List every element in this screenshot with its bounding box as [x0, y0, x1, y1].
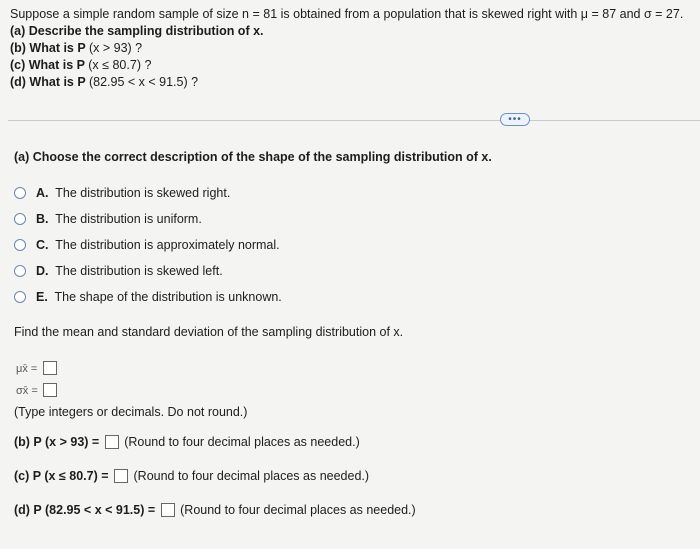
question-part-d-pre: (d) What is P: [10, 75, 86, 89]
type-hint: (Type integers or decimals. Do not round.): [14, 405, 248, 419]
part-c-row: [14, 469, 369, 483]
part-d-label: (d) P (82.95 < x < 91.5) =: [14, 503, 156, 517]
question-part-d: [10, 75, 198, 89]
radio-option-d[interactable]: [14, 265, 26, 277]
part-c-hint: (Round to four decimal places as needed.): [133, 469, 370, 483]
part-b-row: [14, 435, 360, 449]
mean-input[interactable]: [43, 361, 57, 375]
question-part-c: [10, 58, 151, 72]
option-a[interactable]: [36, 186, 230, 200]
question-part-d-expr: (82.95 < x < 91.5) ?: [88, 75, 199, 89]
mean-sd-prompt: Find the mean and standard deviation of the sampling distribution of x.: [14, 325, 404, 339]
question-part-a: (a) Describe the sampling distribution of x.: [10, 24, 264, 38]
question-part-c-pre: (c) What is P: [10, 58, 85, 72]
part-a-prompt: (a) Choose the correct description of the shape of the sampling distribution of x.: [14, 150, 492, 164]
part-b-label: (b) P (x > 93) =: [14, 435, 100, 449]
part-d-row: [14, 503, 416, 517]
question-part-b-pre: (b) What is P: [10, 41, 86, 55]
part-c-label: (c) P (x ≤ 80.7) =: [14, 469, 109, 483]
radio-option-e[interactable]: [14, 291, 26, 303]
section-divider: [8, 120, 700, 121]
option-e[interactable]: [36, 290, 282, 304]
part-b-hint: (Round to four decimal places as needed.): [124, 435, 360, 449]
question-part-c-expr: (x ≤ 80.7) ?: [88, 58, 152, 72]
option-text: The distribution is skewed left.: [55, 264, 223, 278]
sd-input[interactable]: [43, 383, 57, 397]
question-part-b-expr: (x > 93) ?: [88, 41, 143, 55]
option-text: The distribution is skewed right.: [55, 186, 231, 200]
question-part-b: [10, 41, 142, 55]
option-letter: C.: [36, 238, 49, 252]
radio-option-a[interactable]: [14, 187, 26, 199]
option-letter: B.: [36, 212, 49, 226]
part-c-input[interactable]: [114, 469, 128, 483]
show-more-button[interactable]: •••: [500, 113, 530, 126]
option-d[interactable]: [36, 264, 223, 278]
part-b-input[interactable]: [105, 435, 119, 449]
sigma-label: σx̄ =: [16, 385, 38, 397]
option-b[interactable]: [36, 212, 202, 226]
option-text: The shape of the distribution is unknown.: [54, 290, 282, 304]
option-letter: E.: [36, 290, 48, 304]
mu-label: μx̄ =: [16, 363, 38, 375]
option-letter: A.: [36, 186, 49, 200]
part-d-input[interactable]: [161, 503, 175, 517]
part-d-hint: (Round to four decimal places as needed.): [180, 503, 416, 517]
mean-row: [16, 361, 59, 375]
question-text-line1: Suppose a simple random sample of size n = 81 is obtained from a population that is skewed right with μ = 87 and σ = 27.: [10, 7, 684, 21]
radio-option-b[interactable]: [14, 213, 26, 225]
option-letter: D.: [36, 264, 49, 278]
option-text: The distribution is approximately normal.: [55, 238, 280, 252]
sd-row: [16, 383, 59, 397]
option-c[interactable]: [36, 238, 280, 252]
radio-option-c[interactable]: [14, 239, 26, 251]
option-text: The distribution is uniform.: [55, 212, 202, 226]
